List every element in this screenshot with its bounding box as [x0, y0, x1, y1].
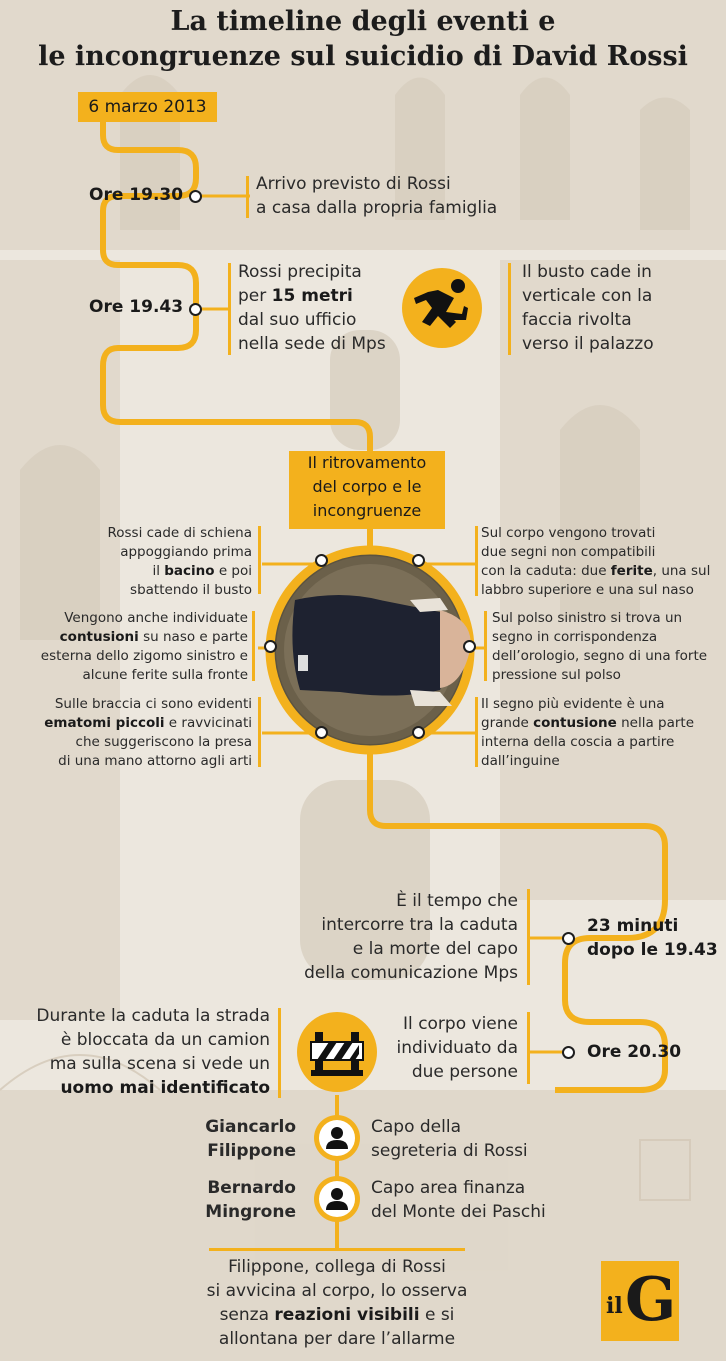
text-bracket: [527, 1012, 530, 1084]
person-name-mingrone: Bernardo Mingrone: [205, 1178, 296, 1222]
text-bracket: [484, 611, 487, 681]
discovery-note-right-1: Sul corpo vengono trovati due segni non compatibili con la caduta: due ferite, una sul labbro superiore e una sul naso: [481, 525, 711, 598]
date-badge: 6 marzo 2013: [78, 92, 217, 122]
discovery-note-left-3: Sulle braccia ci sono evidenti ematomi piccoli e ravvicinati che suggeriscono la presa di una mano attorno agli arti: [44, 696, 252, 769]
timeline-dot: [264, 640, 277, 653]
timeline-dot: [315, 726, 328, 739]
closing-text: Filippone, collega di Rossi si avvicina al corpo, lo osserva senza reazioni visibili e si allontana per dare l’allarme: [206, 1257, 468, 1349]
timeline-dot: [315, 554, 328, 567]
timeline-dot: [412, 726, 425, 739]
text-bracket: [258, 697, 261, 767]
person-role-mingrone: Capo area finanza del Monte dei Paschi: [371, 1178, 546, 1222]
person-name-filippone: Giancarlo Filippone: [205, 1117, 296, 1161]
text-bracket: [252, 611, 255, 681]
person-role-filippone: Capo della segreteria di Rossi: [371, 1117, 528, 1161]
closing-bracket: [209, 1248, 465, 1251]
text-bracket: [527, 889, 530, 985]
il-giornale-logo: il G: [601, 1261, 679, 1341]
timeline-dot: [412, 554, 425, 567]
discovery-note-right-3: Il segno più evidente è una grande contusione nella parte interna della coscia a partire dall’inguine: [481, 696, 695, 769]
timeline-dot: [562, 1046, 575, 1059]
person-icon: [314, 1115, 360, 1161]
text-bracket: [258, 526, 261, 594]
text-bracket: [475, 697, 478, 767]
discovery-note-left-2: Vengono anche individuate contusioni su naso e parte esterna dello zigomo sinistro e alcune ferite sulla fronte: [40, 610, 248, 683]
event-time-23-minuti: 23 minuti dopo le 19.43: [587, 916, 718, 960]
event-2-side-text: Il busto cade in verticale con la faccia rivolta verso il palazzo: [522, 262, 654, 354]
event-time-2030: Ore 20.30: [587, 1042, 682, 1062]
page-title: [0, 4, 726, 74]
discovery-note-right-2: Sul polso sinistro si trova un segno in corrispondenza dell’orologio, segno di una forte pressione sul polso: [492, 610, 708, 683]
title-line-2: le incongruenze sul suicidio di David Rossi: [38, 41, 688, 72]
text-bracket: [278, 1008, 281, 1098]
text-bracket: [228, 263, 231, 355]
title-line-1: La timeline degli eventi e: [170, 6, 556, 37]
timeline-dot: [562, 932, 575, 945]
person-icon: [314, 1176, 360, 1222]
text-bracket: [508, 263, 511, 355]
discovery-heading: Il ritrovamento del corpo e le incongruenze: [289, 451, 445, 529]
event-3-text: È il tempo che intercorre tra la caduta e la morte del capo della comunicazione Mps: [304, 891, 518, 983]
event-time-1930: Ore 19.30: [89, 185, 184, 205]
discovery-note-left-1: Rossi cade di schiena appoggiando prima il bacino e poi sbattendo il busto: [107, 525, 252, 598]
falling-person-icon: [402, 268, 482, 348]
text-bracket: [246, 176, 249, 218]
event-2-text: Rossi precipita per 15 metri dal suo ufficio nella sede di Mps: [238, 262, 386, 354]
timeline-dot: [189, 303, 202, 316]
event-1-text: Arrivo previsto di Rossi a casa dalla propria famiglia: [256, 174, 498, 218]
timeline-dot: [463, 640, 476, 653]
text-bracket: [475, 526, 478, 596]
timeline-dot: [189, 190, 202, 203]
event-time-1943: Ore 19.43: [89, 297, 184, 317]
roadblock-icon: [297, 1012, 377, 1092]
event-4-left-text: Durante la caduta la strada è bloccata da un camion ma sulla scena si vede un uomo mai identificato: [36, 1006, 270, 1098]
event-4-text: Il corpo viene individuato da due persone: [396, 1014, 518, 1082]
